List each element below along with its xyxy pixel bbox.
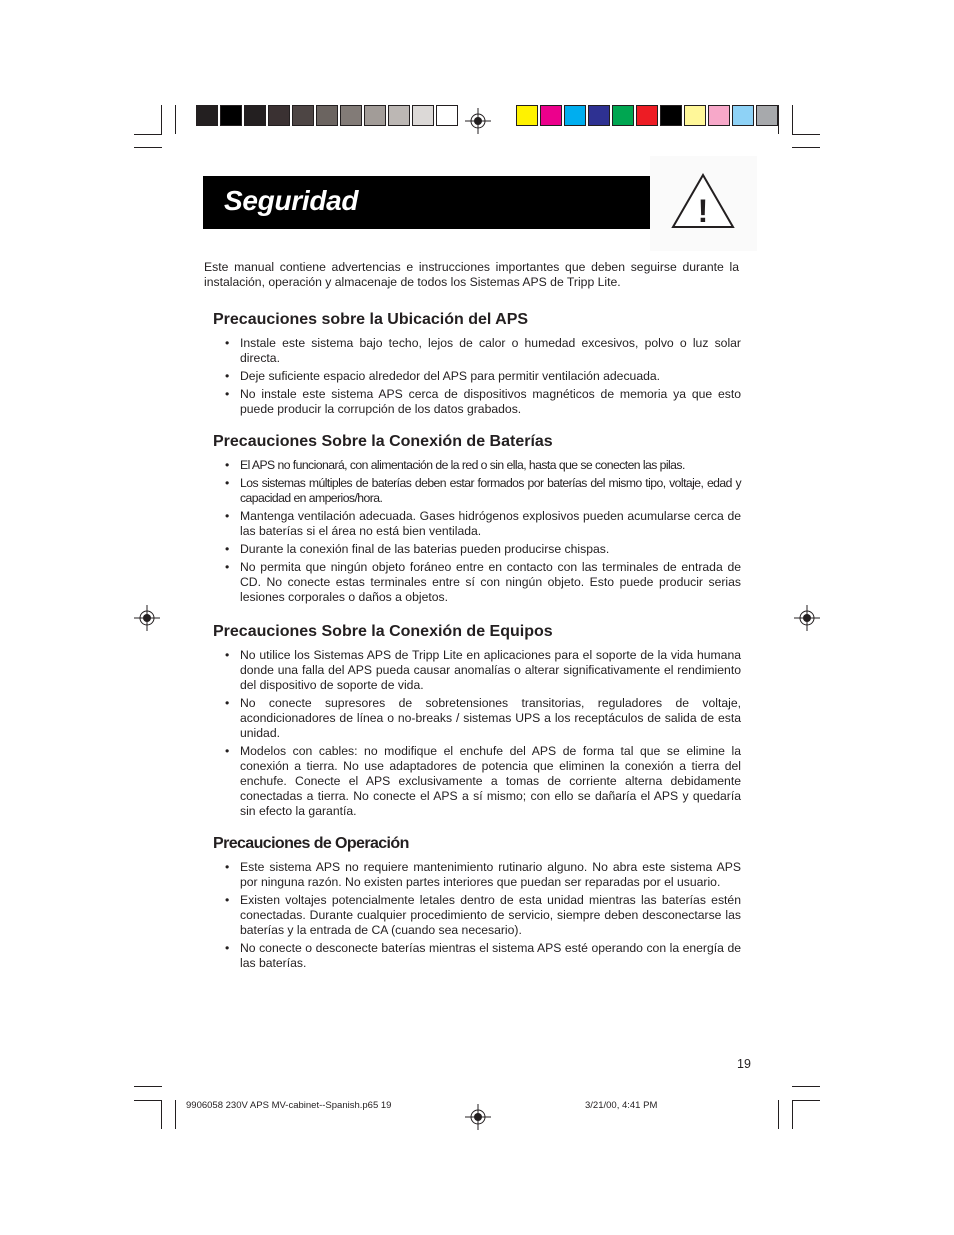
section-ubicacion: [213, 310, 741, 420]
registration-mark-icon: [465, 108, 491, 134]
crop-mark: [134, 1100, 162, 1101]
list-item: • No conecte o desconecte baterías mientras el sistema APS esté operando con la energía de las baterías.: [225, 941, 741, 970]
crop-mark: [161, 1100, 162, 1129]
color-swatch: [732, 105, 754, 126]
crop-mark: [778, 1100, 779, 1129]
crop-mark: [175, 1100, 176, 1129]
intro-paragraph: Este manual contiene advertencias e instrucciones importantes que deben seguirse durante la instalación, operación y almacenaje de todos los Sistemas APS de Tripp Lite.: [204, 260, 739, 289]
crop-mark: [134, 1086, 162, 1087]
list-item: • Deje suficiente espacio alrededor del APS para permitir ventilación adecuada.: [225, 369, 661, 383]
color-swatch: [340, 105, 362, 126]
color-swatch: [220, 105, 242, 126]
list-item: • No conecte supresores de sobretensiones transitorias, reguladores de voltaje, acondicionadores de línea o no-breaks / sistemas UPS a los receptáculos de salida de esta unidad.: [225, 696, 741, 740]
crop-mark: [792, 105, 793, 134]
color-swatch: [660, 105, 682, 126]
crop-mark: [175, 105, 176, 134]
list-item: • Durante la conexión final de las baterias pueden producirse chispas.: [225, 542, 610, 556]
section-operacion: [213, 834, 741, 974]
color-swatch: [540, 105, 562, 126]
section-heading: Precauciones sobre la Ubicación del APS: [213, 311, 529, 328]
crop-mark: [792, 1100, 820, 1101]
footer-timestamp: 3/21/00, 4:41 PM: [585, 1100, 658, 1111]
color-swatch: [516, 105, 538, 126]
registration-mark-icon: [134, 605, 160, 631]
section-heading: Precauciones Sobre la Conexión de Baterías: [213, 433, 553, 450]
list-item: • No instale este sistema APS cerca de dispositivos magnéticos de memoria ya que esto puede producir la corrupción de los datos grabados.: [225, 387, 741, 416]
color-swatch: [708, 105, 730, 126]
color-swatch: [684, 105, 706, 126]
list-item: • Instale este sistema bajo techo, lejos de calor o humedad excesivos, polvo o luz solar directa.: [225, 336, 741, 365]
crop-mark: [792, 1086, 820, 1087]
crop-mark: [792, 1100, 793, 1129]
bullet-list: [213, 860, 741, 971]
list-item: • No utilice los Sistemas APS de Tripp Lite en aplicaciones para el soporte de la vida humana donde una falla del APS pueda causar anomalías o alterar significativamente el rendimiento del dispositivo de soporte de vida.: [225, 648, 741, 692]
color-swatch: [636, 105, 658, 126]
section-heading: Precauciones Sobre la Conexión de Equipos: [213, 623, 553, 640]
color-swatch: [588, 105, 610, 126]
crop-mark: [792, 147, 820, 148]
crop-mark: [792, 134, 820, 135]
footer-filename: 9906058 230V APS MV-cabinet--Spanish.p65 19: [186, 1100, 392, 1111]
color-swatch: [412, 105, 434, 126]
warning-symbol: !: [697, 193, 709, 229]
crop-mark: [134, 134, 162, 135]
registration-mark-icon: [465, 1104, 491, 1130]
color-swatch: [316, 105, 338, 126]
list-item: • El APS no funcionará, con alimentación de la red o sin ella, hasta que se conecten las pilas.: [225, 458, 685, 472]
color-swatch: [364, 105, 386, 126]
color-swatch: [268, 105, 290, 126]
bullet-list: [213, 336, 741, 417]
bullet-list: [213, 458, 741, 605]
process-color-bar: [516, 105, 780, 126]
list-item: • No permita que ningún objeto foráneo entre en contacto con las terminales de entrada de CD. No conecte estas terminales entre sí con ningún objeto. Esto puede producir serias lesiones corporales o daños a objetos.: [225, 560, 741, 604]
warning-triangle-icon: [650, 156, 757, 251]
crop-mark: [134, 147, 162, 148]
color-swatch: [612, 105, 634, 126]
page-number: 19: [737, 1057, 751, 1071]
section-baterias: [213, 432, 741, 608]
color-swatch: [244, 105, 266, 126]
color-swatch: [292, 105, 314, 126]
title-bar: [203, 176, 650, 229]
bullet-list: [213, 648, 741, 819]
section-heading: Precauciones de Operación: [213, 835, 409, 852]
section-equipos: [213, 622, 741, 822]
color-swatch: [436, 105, 458, 126]
list-item: • Los sistemas múltiples de baterías deben estar formados por baterías del mismo tipo, voltaje, edad y capacidad en amperios/hora.: [225, 476, 741, 505]
list-item: • Este sistema APS no requiere mantenimiento rutinario alguno. No abra este sistema APS por ninguna razón. No existen partes interiores que puedan ser reparadas por el usuario.: [225, 860, 741, 889]
crop-mark: [161, 105, 162, 134]
list-item: • Modelos con cables: no modifique el enchufe del APS de forma tal que se elimine la conexión a tierra. No use adaptadores de potencia que eliminen la conexión a tierra del enchufe. Conecte el APS exclusivamente a tomas de corriente alterna debidamente conectadas a tierra. No conecte el APS a sí mismo; con ello se dañaría el APS y quedaría sin efecto la garantía.: [225, 744, 741, 818]
gray-color-bar: [196, 105, 460, 126]
page-title: Seguridad: [224, 185, 359, 216]
color-swatch: [756, 105, 778, 126]
color-swatch: [388, 105, 410, 126]
registration-mark-icon: [794, 605, 820, 631]
color-swatch: [196, 105, 218, 126]
list-item: • Existen voltajes potencialmente letales dentro de esta unidad mientras las baterías estén conectadas. Durante cualquier procedimiento de servicio, siempre deben desconectarse las baterías y la entrada de CA (cuando sea necesario).: [225, 893, 741, 937]
list-item: • Mantenga ventilación adecuada. Gases hidrógenos explosivos pueden acumularse cerca de las baterías si el área no está bien ventilada.: [225, 509, 741, 538]
color-swatch: [564, 105, 586, 126]
